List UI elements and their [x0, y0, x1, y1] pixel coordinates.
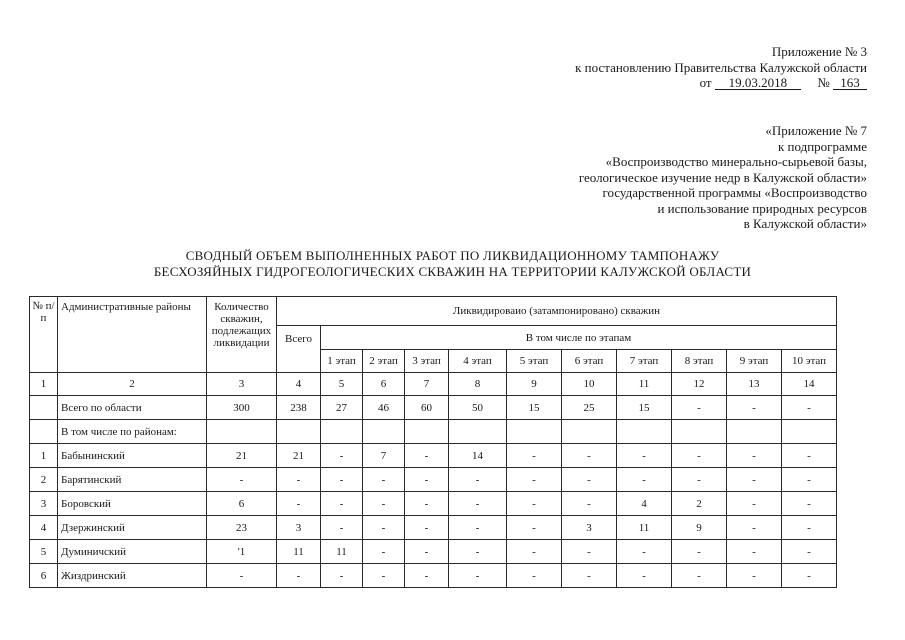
stage-9-value: - — [727, 516, 782, 540]
stage-7-value: - — [617, 468, 672, 492]
stage-5-value — [507, 420, 562, 444]
column-number-13: 13 — [727, 373, 782, 396]
district-name: Всего по области — [58, 396, 207, 420]
wells-count: 23 — [207, 516, 277, 540]
stage-1-value: 11 — [321, 540, 363, 564]
stage-9-value — [727, 420, 782, 444]
column-number-7: 7 — [405, 373, 449, 396]
stage-10-value — [782, 420, 837, 444]
stage-9-value: - — [727, 492, 782, 516]
stage-3-value: 60 — [405, 396, 449, 420]
stage-header-10: 10 этап — [782, 350, 837, 373]
column-number-6: 6 — [363, 373, 405, 396]
stage-10-value: - — [782, 492, 837, 516]
subprogram-line: геологическое изучение недр в Калужской области» — [578, 169, 867, 185]
stage-header-3: 3 этап — [405, 350, 449, 373]
wells-count: '1 — [207, 540, 277, 564]
stage-header-1: 1 этап — [321, 350, 363, 373]
stage-1-value: - — [321, 468, 363, 492]
stage-10-value: - — [782, 540, 837, 564]
table-row — [30, 468, 837, 492]
stage-9-value: - — [727, 396, 782, 420]
row-number — [30, 420, 58, 444]
column-number-12: 12 — [672, 373, 727, 396]
stage-7-value: 4 — [617, 492, 672, 516]
stage-5-value: - — [507, 564, 562, 588]
stage-header-9: 9 этап — [727, 350, 782, 373]
stage-8-value: - — [672, 540, 727, 564]
stage-9-value: - — [727, 468, 782, 492]
stage-1-value: - — [321, 444, 363, 468]
header-num: № п/п — [30, 297, 58, 373]
column-number-3: 3 — [207, 373, 277, 396]
date-number-line — [575, 75, 867, 91]
stage-9-value: - — [727, 540, 782, 564]
wells-count: - — [207, 468, 277, 492]
date-prefix: от — [699, 75, 712, 90]
district-name: Бабынинский — [58, 444, 207, 468]
stage-4-value: - — [449, 564, 507, 588]
table-row — [30, 444, 837, 468]
row-number: 3 — [30, 492, 58, 516]
stage-header-5: 5 этап — [507, 350, 562, 373]
stage-7-value: 11 — [617, 516, 672, 540]
liquidated-total: - — [277, 564, 321, 588]
stage-1-value: - — [321, 492, 363, 516]
stage-9-value: - — [727, 564, 782, 588]
stage-8-value: - — [672, 396, 727, 420]
stage-4-value: - — [449, 516, 507, 540]
stage-6-value: 3 — [562, 516, 617, 540]
title-line-2: БЕСХОЗЯЙНЫХ ГИДРОГЕОЛОГИЧЕСКИХ СКВАЖИН НА ТЕРРИТОРИИ КАЛУЖСКОЙ ОБЛАСТИ — [153, 264, 752, 279]
column-number-4: 4 — [277, 373, 321, 396]
row-number: 2 — [30, 468, 58, 492]
liquidation-table — [29, 296, 837, 588]
column-number-5: 5 — [321, 373, 363, 396]
appendix-3-line: Приложение № 3 — [771, 44, 867, 59]
column-number-1: 1 — [30, 373, 58, 396]
stage-9-value: - — [727, 444, 782, 468]
column-number-14: 14 — [782, 373, 837, 396]
column-number-2: 2 — [58, 373, 207, 396]
header-district: Административные районы — [58, 297, 207, 373]
stage-1-value: - — [321, 516, 363, 540]
stage-3-value: - — [405, 444, 449, 468]
header-count: Количество скважин, подлежащих ликвидации — [207, 297, 277, 373]
stage-header-7: 7 этап — [617, 350, 672, 373]
stage-5-value: - — [507, 540, 562, 564]
stage-header-8: 8 этап — [672, 350, 727, 373]
subprogram-line: в Калужской области» — [743, 216, 867, 231]
liquidated-total — [277, 420, 321, 444]
stage-3-value: - — [405, 540, 449, 564]
stage-header-6: 6 этап — [562, 350, 617, 373]
resolution-header — [575, 44, 867, 91]
document-title — [0, 248, 905, 280]
table-row — [30, 420, 837, 444]
row-number: 5 — [30, 540, 58, 564]
stage-8-value — [672, 420, 727, 444]
stage-5-value: - — [507, 468, 562, 492]
stage-2-value: - — [363, 516, 405, 540]
stage-4-value — [449, 420, 507, 444]
district-name: Думиничский — [58, 540, 207, 564]
liquidated-total: 238 — [277, 396, 321, 420]
stage-10-value: - — [782, 444, 837, 468]
resolution-line: к постановлению Правительства Калужской области — [575, 59, 867, 75]
table-body — [30, 396, 837, 588]
stage-2-value: - — [363, 564, 405, 588]
stage-8-value: 9 — [672, 516, 727, 540]
liquidated-total: 21 — [277, 444, 321, 468]
stage-6-value — [562, 420, 617, 444]
stage-8-value: - — [672, 444, 727, 468]
header-total: Всего — [277, 326, 321, 373]
title-line-1: СВОДНЫЙ ОБЪЕМ ВЫПОЛНЕННЫХ РАБОТ ПО ЛИКВИДАЦИОННОМУ ТАМПОНАЖУ — [185, 248, 720, 263]
stage-7-value: - — [617, 564, 672, 588]
column-number-11: 11 — [617, 373, 672, 396]
district-name: Боровский — [58, 492, 207, 516]
subprogram-line: государственной программы «Воспроизводство — [602, 185, 867, 200]
stage-6-value: - — [562, 540, 617, 564]
date-value: 19.03.2018 — [715, 77, 801, 90]
stage-5-value: - — [507, 444, 562, 468]
row-number: 1 — [30, 444, 58, 468]
stage-header-4: 4 этап — [449, 350, 507, 373]
stage-3-value — [405, 420, 449, 444]
stage-1-value: - — [321, 564, 363, 588]
stage-6-value: - — [562, 564, 617, 588]
district-name: В том числе по районам: — [58, 420, 207, 444]
liquidated-total: 3 — [277, 516, 321, 540]
wells-count — [207, 420, 277, 444]
stage-5-value: - — [507, 492, 562, 516]
district-name: Дзержинский — [58, 516, 207, 540]
liquidated-total: - — [277, 492, 321, 516]
stage-1-value — [321, 420, 363, 444]
stage-7-value: 15 — [617, 396, 672, 420]
table-row — [30, 396, 837, 420]
stage-8-value: 2 — [672, 492, 727, 516]
stage-2-value: 7 — [363, 444, 405, 468]
row-number — [30, 396, 58, 420]
stage-2-value: - — [363, 492, 405, 516]
district-name: Барятинский — [58, 468, 207, 492]
column-number-8: 8 — [449, 373, 507, 396]
stage-10-value: - — [782, 396, 837, 420]
header-liquidated: Ликвидироваио (затампонировано) скважин — [277, 297, 837, 326]
stage-6-value: - — [562, 468, 617, 492]
subprogram-line: и использование природных ресурсов — [657, 200, 867, 216]
row-number: 4 — [30, 516, 58, 540]
stage-2-value: - — [363, 468, 405, 492]
stage-header-2: 2 этап — [363, 350, 405, 373]
stage-7-value: - — [617, 540, 672, 564]
column-number-row — [30, 373, 837, 396]
subprogram-line: «Воспроизводство минерально-сырьевой базы, — [605, 154, 867, 169]
wells-count: - — [207, 564, 277, 588]
stage-2-value — [363, 420, 405, 444]
stage-1-value: 27 — [321, 396, 363, 420]
stage-3-value: - — [405, 516, 449, 540]
stage-6-value: 25 — [562, 396, 617, 420]
table-row — [30, 564, 837, 588]
stage-10-value: - — [782, 564, 837, 588]
stage-7-value — [617, 420, 672, 444]
number-prefix: № — [817, 75, 830, 90]
stage-3-value: - — [405, 492, 449, 516]
stage-4-value: - — [449, 492, 507, 516]
stage-6-value: - — [562, 444, 617, 468]
stage-5-value: 15 — [507, 396, 562, 420]
stage-4-value: 50 — [449, 396, 507, 420]
stage-6-value: - — [562, 492, 617, 516]
liquidated-total: 11 — [277, 540, 321, 564]
stage-10-value: - — [782, 516, 837, 540]
stage-2-value: 46 — [363, 396, 405, 420]
subprogram-header — [579, 123, 867, 232]
district-name: Жиздринский — [58, 564, 207, 588]
table-row — [30, 540, 837, 564]
row-number: 6 — [30, 564, 58, 588]
subprogram-line: к подпрограмме — [777, 138, 867, 154]
subprogram-line: «Приложение № 7 — [765, 123, 867, 138]
column-number-10: 10 — [562, 373, 617, 396]
stage-8-value: - — [672, 468, 727, 492]
table-row — [30, 516, 837, 540]
stage-7-value: - — [617, 444, 672, 468]
stage-10-value: - — [782, 468, 837, 492]
number-value: 163 — [833, 77, 867, 90]
stage-2-value: - — [363, 540, 405, 564]
stage-4-value: 14 — [449, 444, 507, 468]
wells-count: 300 — [207, 396, 277, 420]
wells-count: 21 — [207, 444, 277, 468]
table-row — [30, 492, 837, 516]
stage-5-value: - — [507, 516, 562, 540]
stage-3-value: - — [405, 564, 449, 588]
stage-4-value: - — [449, 468, 507, 492]
stage-3-value: - — [405, 468, 449, 492]
header-by-stage: В том числе по этапам — [321, 326, 837, 350]
stage-8-value: - — [672, 564, 727, 588]
column-number-9: 9 — [507, 373, 562, 396]
liquidated-total: - — [277, 468, 321, 492]
wells-count: 6 — [207, 492, 277, 516]
stage-4-value: - — [449, 540, 507, 564]
